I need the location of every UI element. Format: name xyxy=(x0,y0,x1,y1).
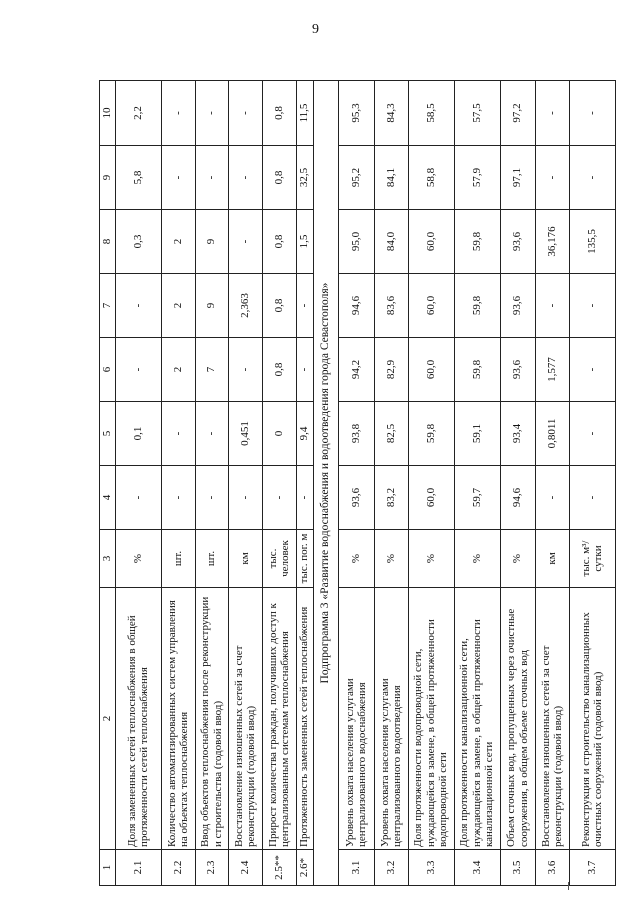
indicator-name-cell: Уровень охвата населения услугами централизованного водоотведения xyxy=(374,588,408,850)
header-cell: 10 xyxy=(100,81,116,146)
value-cell: 60,0 xyxy=(408,466,454,530)
value-cell: 0,451 xyxy=(228,402,262,466)
value-cell: - xyxy=(535,146,569,210)
value-cell: 57,5 xyxy=(454,81,500,146)
table-row xyxy=(374,81,408,886)
header-cell: 6 xyxy=(100,338,116,402)
value-cell: - xyxy=(195,466,228,530)
value-cell: - xyxy=(569,146,615,210)
value-cell: - xyxy=(569,274,615,338)
value-cell: 2 xyxy=(161,274,195,338)
value-cell: - xyxy=(569,338,615,402)
value-cell: 94,6 xyxy=(338,274,374,338)
header-cell: 8 xyxy=(100,210,116,274)
value-cell: - xyxy=(228,81,262,146)
value-cell: 59,1 xyxy=(454,402,500,466)
value-cell: 0,8011 xyxy=(535,402,569,466)
unit-cell: км xyxy=(535,530,569,588)
value-cell: 60,0 xyxy=(408,274,454,338)
header-cell: 1 xyxy=(100,850,116,886)
value-cell: 97,1 xyxy=(500,146,535,210)
unit-cell: % xyxy=(408,530,454,588)
value-cell: 95,2 xyxy=(338,146,374,210)
value-cell: 84,0 xyxy=(374,210,408,274)
value-cell: 5,8 xyxy=(115,146,161,210)
header-cell: 7 xyxy=(100,274,116,338)
header-cell: 4 xyxy=(100,466,116,530)
table-row xyxy=(115,81,161,886)
indicator-name-cell: Восстановление изношенных сетей за счет реконструкции (годовой ввод) xyxy=(535,588,569,850)
subprogram-row xyxy=(313,81,338,886)
value-cell: - xyxy=(195,81,228,146)
header-cell: 3 xyxy=(100,530,116,588)
value-cell: 83,2 xyxy=(374,466,408,530)
row-number-cell: 2.6* xyxy=(296,850,313,886)
unit-cell: шт. xyxy=(161,530,195,588)
table-row xyxy=(262,81,296,886)
table-row xyxy=(228,81,262,886)
indicator-name-cell: Ввод объектов теплоснабжения после реконструкции и строительства (годовой ввод) xyxy=(195,588,228,850)
value-cell: 97,2 xyxy=(500,81,535,146)
value-cell: - xyxy=(569,402,615,466)
value-cell: 2 xyxy=(161,210,195,274)
value-cell: 36,176 xyxy=(535,210,569,274)
value-cell: - xyxy=(195,146,228,210)
row-number-cell: 3.5 xyxy=(500,850,535,886)
rotated-table-container xyxy=(99,81,605,886)
unit-cell: тыс. человек xyxy=(262,530,296,588)
value-cell: 94,6 xyxy=(500,466,535,530)
subprogram-title: Подпрограмма 3 «Развитие водоснабжения и водоотведения города Севастополя» xyxy=(313,81,338,886)
table-header-row xyxy=(100,81,116,886)
value-cell: 1,5 xyxy=(296,210,313,274)
value-cell: 93,4 xyxy=(500,402,535,466)
value-cell: - xyxy=(228,466,262,530)
value-cell: 82,9 xyxy=(374,338,408,402)
row-number-cell: 2.1 xyxy=(115,850,161,886)
value-cell: 93,6 xyxy=(500,210,535,274)
value-cell: 84,1 xyxy=(374,146,408,210)
value-cell: - xyxy=(115,466,161,530)
value-cell: 2 xyxy=(161,338,195,402)
unit-cell: тыс. пог. м xyxy=(296,530,313,588)
value-cell: 59,8 xyxy=(454,210,500,274)
value-cell: 135,5 xyxy=(569,210,615,274)
value-cell: 0 xyxy=(262,402,296,466)
value-cell: 59,8 xyxy=(454,274,500,338)
scan-mark xyxy=(568,882,572,890)
header-cell: 2 xyxy=(100,588,116,850)
row-number-cell: 3.4 xyxy=(454,850,500,886)
value-cell: 32,5 xyxy=(296,146,313,210)
table-row xyxy=(195,81,228,886)
indicator-name-cell: Прирост количества граждан, получивших доступ к централизованным системам теплоснабжения xyxy=(262,588,296,850)
header-cell: 9 xyxy=(100,146,116,210)
value-cell: 93,6 xyxy=(338,466,374,530)
indicator-name-cell: Уровень охвата населения услугами централизованного водоснабжения xyxy=(338,588,374,850)
unit-cell: % xyxy=(500,530,535,588)
header-cell: 5 xyxy=(100,402,116,466)
value-cell: - xyxy=(296,274,313,338)
value-cell: - xyxy=(161,81,195,146)
unit-cell: % xyxy=(338,530,374,588)
row-number-cell: 2.4 xyxy=(228,850,262,886)
unit-cell: % xyxy=(374,530,408,588)
row-number-cell: 3.3 xyxy=(408,850,454,886)
value-cell: - xyxy=(535,274,569,338)
value-cell: 59,8 xyxy=(454,338,500,402)
indicator-name-cell: Доля замененных сетей теплоснабжения в общей протяженности сетей теплоснабжения xyxy=(115,588,161,850)
value-cell: 83,6 xyxy=(374,274,408,338)
indicator-name-cell: Восстановление изношенных сетей за счет реконструкции (годовой ввод) xyxy=(228,588,262,850)
value-cell: - xyxy=(228,338,262,402)
value-cell: 60,0 xyxy=(408,338,454,402)
table-section-subprogram xyxy=(313,81,338,886)
value-cell: - xyxy=(115,338,161,402)
unit-cell: шт. xyxy=(195,530,228,588)
indicator-name-cell: Количество автоматизированных систем управления на объектах теплоснабжения xyxy=(161,588,195,850)
value-cell: - xyxy=(262,466,296,530)
indicator-name-cell: Доля протяженности водопроводной сети, нуждающейся в замене, в общей протяженности водопроводной сети xyxy=(408,588,454,850)
value-cell: 93,6 xyxy=(500,338,535,402)
value-cell: 2,2 xyxy=(115,81,161,146)
table-row xyxy=(338,81,374,886)
value-cell: 95,3 xyxy=(338,81,374,146)
value-cell: 57,9 xyxy=(454,146,500,210)
value-cell: 2,363 xyxy=(228,274,262,338)
value-cell: 60,0 xyxy=(408,210,454,274)
value-cell: - xyxy=(228,146,262,210)
row-number-cell: 3.7 xyxy=(569,850,615,886)
indicator-name-cell: Объем сточных вод, пропущенных через очистные сооружения, в общем объеме сточных вод xyxy=(500,588,535,850)
value-cell: 94,2 xyxy=(338,338,374,402)
value-cell: - xyxy=(535,466,569,530)
value-cell: 9 xyxy=(195,210,228,274)
value-cell: 84,3 xyxy=(374,81,408,146)
value-cell: 58,5 xyxy=(408,81,454,146)
value-cell: 7 xyxy=(195,338,228,402)
table-row xyxy=(535,81,569,886)
table-row xyxy=(500,81,535,886)
unit-cell: тыс. м³/сутки xyxy=(569,530,615,588)
indicator-name-cell: Реконструкция и строительство канализационных очистных сооружений (годовой ввод) xyxy=(569,588,615,850)
value-cell: 82,5 xyxy=(374,402,408,466)
indicator-name-cell: Протяженность замененных сетей теплоснабжения xyxy=(296,588,313,850)
value-cell: - xyxy=(228,210,262,274)
table-row xyxy=(296,81,313,886)
value-cell: - xyxy=(296,338,313,402)
value-cell: 0,3 xyxy=(115,210,161,274)
unit-cell: км xyxy=(228,530,262,588)
row-number-cell: 3.1 xyxy=(338,850,374,886)
indicators-table xyxy=(99,80,616,886)
table-row xyxy=(408,81,454,886)
value-cell: 0,8 xyxy=(262,146,296,210)
page-number: 9 xyxy=(312,22,319,37)
table-row xyxy=(161,81,195,886)
value-cell: 0,8 xyxy=(262,274,296,338)
value-cell: - xyxy=(115,274,161,338)
value-cell: - xyxy=(296,466,313,530)
table-row xyxy=(569,81,615,886)
row-number-cell: 3.2 xyxy=(374,850,408,886)
row-number-cell: 2.5** xyxy=(262,850,296,886)
value-cell: 1,577 xyxy=(535,338,569,402)
value-cell: 9,4 xyxy=(296,402,313,466)
indicator-name-cell: Доля протяженности канализационной сети, нуждающейся в замене, в общей протяженности канализационной сети xyxy=(454,588,500,850)
value-cell: 59,7 xyxy=(454,466,500,530)
table-section-water xyxy=(338,81,615,886)
value-cell: 93,6 xyxy=(500,274,535,338)
unit-cell: % xyxy=(115,530,161,588)
value-cell: 0,8 xyxy=(262,81,296,146)
row-number-cell: 2.2 xyxy=(161,850,195,886)
row-number-cell: 3.6 xyxy=(535,850,569,886)
value-cell: 58,8 xyxy=(408,146,454,210)
value-cell: 95,0 xyxy=(338,210,374,274)
value-cell: - xyxy=(535,81,569,146)
value-cell: 0,8 xyxy=(262,210,296,274)
value-cell: - xyxy=(161,402,195,466)
value-cell: 0,8 xyxy=(262,338,296,402)
value-cell: 9 xyxy=(195,274,228,338)
value-cell: 59,8 xyxy=(408,402,454,466)
table-section-heat xyxy=(115,81,313,886)
value-cell: - xyxy=(161,466,195,530)
value-cell: 0,1 xyxy=(115,402,161,466)
value-cell: 93,8 xyxy=(338,402,374,466)
value-cell: - xyxy=(161,146,195,210)
unit-cell: % xyxy=(454,530,500,588)
row-number-cell: 2.3 xyxy=(195,850,228,886)
value-cell: - xyxy=(569,81,615,146)
value-cell: - xyxy=(569,466,615,530)
value-cell: - xyxy=(195,402,228,466)
value-cell: 11,5 xyxy=(296,81,313,146)
table-row xyxy=(454,81,500,886)
